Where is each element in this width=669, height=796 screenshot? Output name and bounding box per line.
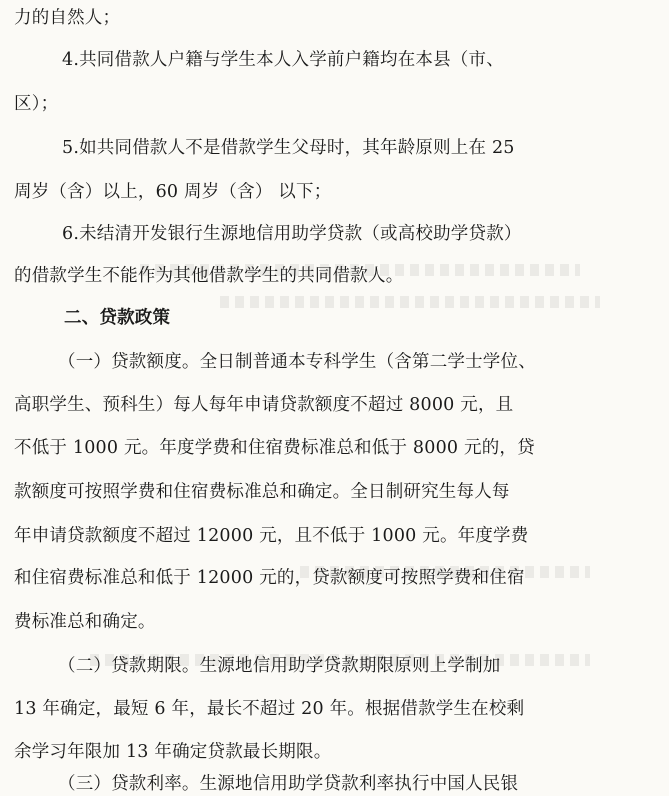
text-line: 不低于 1000 元。年度学费和住宿费标准总和低于 8000 元的，贷 — [14, 438, 535, 458]
text-line: 4.共同借款人户籍与学生本人入学前户籍均在本县（市、 — [62, 50, 504, 70]
text-line: 5.如共同借款人不是借款学生父母时，其年龄原则上在 25 — [62, 138, 515, 158]
text-line: 年申请贷款额度不超过 12000 元，且不低于 1000 元。年度学费 — [14, 526, 529, 546]
text-line: 区）； — [14, 94, 59, 114]
text-line: （三）贷款利率。生源地信用助学贷款利率执行中国人民银 — [58, 774, 519, 794]
text-line: 款额度可按照学费和住宿费标准总和确定。全日制研究生每人每 — [14, 482, 510, 502]
text-line: 6.未结清开发银行生源地信用助学贷款（或高校助学贷款） — [62, 224, 522, 244]
text-line: （一）贷款额度。全日制普通本专科学生（含第二学士学位、 — [58, 352, 536, 372]
text-line: （二）贷款期限。生源地信用助学贷款期限原则上学制加 — [58, 656, 501, 676]
text-line: 高职学生、预科生）每人每年申请贷款额度不超过 8000 元，且 — [14, 395, 514, 415]
section-heading: 二、贷款政策 — [64, 308, 171, 328]
text-line: 13 年确定，最短 6 年，最长不超过 20 年。根据借款学生在校剩 — [14, 699, 525, 719]
text-line: 力的自然人； — [14, 8, 121, 28]
text-line: 周岁（含）以上，60 周岁（含） 以下； — [14, 182, 332, 202]
text-line: 费标准总和确定。 — [14, 612, 156, 632]
text-line: 余学习年限加 13 年确定贷款最长期限。 — [14, 742, 332, 762]
text-line: 的借款学生不能作为其他借款学生的共同借款人。 — [14, 266, 404, 286]
text-line: 和住宿费标准总和低于 12000 元的，贷款额度可按照学费和住宿 — [14, 568, 525, 588]
